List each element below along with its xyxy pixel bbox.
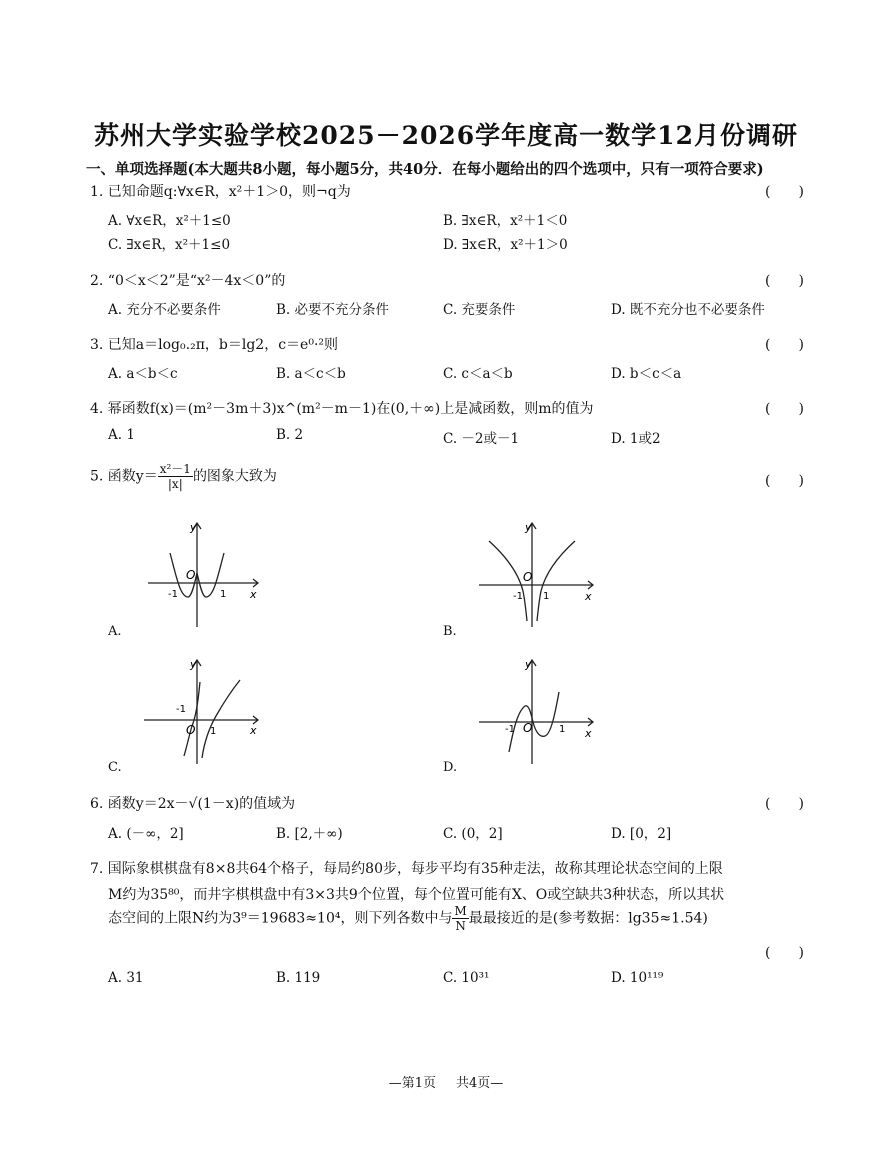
graph-c-x-label: x — [250, 724, 257, 737]
question-7-option-d: D. 10¹¹⁹ — [611, 970, 664, 986]
question-2-option-b: B. 必要不充分条件 — [276, 302, 390, 318]
graph-c-y-label: y — [190, 658, 197, 671]
question-7-option-b: B. 119 — [276, 970, 321, 986]
question-2-option-a: A. 充分不必要条件 — [108, 302, 221, 318]
graph-b-pos1: 1 — [543, 591, 550, 602]
question-5-stem-suffix: 的图象大致为 — [192, 468, 277, 485]
graph-b-x-label: x — [585, 590, 592, 603]
graph-c-curve-right — [202, 680, 240, 758]
question-4-stem: 4. 幂函数f(x)＝(m²－3m＋3)x^(m²－m－1)在(0,＋∞)上是减函数，则m的值为 — [90, 401, 594, 417]
graph-a-x-label: x — [250, 588, 257, 601]
footer-page-number: —第1页 — [388, 1076, 436, 1091]
section-heading: 一、单项选择题(本大题共8小题，每小题5分，共40分．在每小题给出的四个选项中，只有一项符合要求) — [86, 161, 764, 178]
question-5-option-a: A. — [108, 624, 122, 639]
graph-c-pos1: 1 — [210, 726, 217, 737]
question-6-stem: 6. 函数y＝2x－√(1－x)的值域为 — [90, 796, 296, 812]
question-7-answer-blank: ( ) — [765, 945, 804, 961]
graph-c-neg1: -1 — [176, 704, 186, 715]
page-title: 苏州大学实验学校2025－2026学年度高一数学12月份调研 — [94, 121, 798, 150]
question-5-answer-blank: ( ) — [765, 473, 804, 489]
question-5-fraction — [158, 462, 193, 491]
graph-c — [140, 652, 270, 772]
question-2-option-c: C. 充要条件 — [443, 302, 516, 318]
question-4-option-a: A. 1 — [108, 427, 135, 443]
question-1-answer-blank: ( ) — [765, 184, 804, 200]
question-5-option-d: D. — [443, 760, 458, 775]
graph-a-neg1: -1 — [168, 589, 178, 600]
question-5-option-c: C. — [108, 760, 122, 775]
question-5-option-b: B. — [443, 624, 457, 639]
graph-b-neg1: -1 — [513, 591, 523, 602]
graph-b — [475, 515, 605, 635]
graph-d-neg1: -1 — [505, 724, 515, 735]
graph-a-origin: O — [186, 568, 196, 582]
question-7-option-c: C. 10³¹ — [443, 970, 490, 986]
question-3-option-b: B. a＜c＜b — [276, 366, 346, 382]
question-4-option-c: C. －2或－1 — [443, 431, 520, 447]
question-7-fraction — [452, 904, 468, 933]
question-1-option-d: D. ∃x∈R，x²＋1＞0 — [443, 237, 568, 253]
page-footer — [0, 1072, 892, 1091]
graph-d-y-label: y — [525, 658, 532, 671]
question-1-stem: 1. 已知命题q:∀x∈R，x²＋1＞0，则¬q为 — [90, 184, 351, 200]
question-2-answer-blank: ( ) — [765, 273, 804, 289]
question-7-stem-line-1: 7. 国际象棋棋盘有8×8共64个格子，每局约80步，每步平均有35种走法，故称其理论状态空间的上限 — [90, 861, 723, 877]
question-3-option-c: C. c＜a＜b — [443, 366, 513, 382]
question-2-stem: 2. “0＜x＜2”是“x²－4x＜0”的 — [90, 273, 286, 289]
question-4-option-d: D. 1或2 — [611, 431, 661, 447]
graph-d-origin: O — [523, 721, 533, 735]
graph-a-pos1: 1 — [220, 589, 227, 600]
question-5-stem — [90, 462, 277, 491]
question-6-option-c: C. (0，2] — [443, 826, 503, 842]
graph-a-y-label: y — [190, 521, 197, 534]
question-1-option-b: B. ∃x∈R，x²＋1＜0 — [443, 213, 568, 229]
footer-total-pages: 共4页— — [456, 1076, 504, 1091]
graph-b-y-label: y — [525, 521, 532, 534]
question-1-option-c: C. ∃x∈R，x²＋1≤0 — [108, 237, 231, 253]
graph-b-curve-right — [537, 541, 575, 621]
graph-b-curve-left — [489, 541, 527, 621]
question-3-stem: 3. 已知a＝log₀.₂π，b＝lg2，c＝e⁰·²则 — [90, 337, 339, 353]
question-7-stem-line-2: M约为35⁸⁰，而井字棋棋盘中有3×3共9个位置，每个位置可能有X、O或空缺共3种状态，所以其状 — [108, 887, 725, 903]
graph-b-origin: O — [523, 570, 533, 584]
question-7-option-a: A. 31 — [108, 970, 144, 986]
question-6-option-a: A. (－∞，2] — [108, 826, 184, 842]
graph-c-origin: O — [186, 723, 196, 737]
graph-a — [140, 515, 270, 635]
question-7-stem-line-3-prefix: 态空间的上限N约为3⁹＝19683≈10⁴，则下列各数中与 — [108, 910, 453, 927]
question-1-option-a: A. ∀x∈R，x²＋1≤0 — [108, 213, 231, 229]
graph-d-pos1: 1 — [559, 724, 566, 735]
question-6-option-d: D. [0，2] — [611, 826, 672, 842]
question-2-option-d: D. 既不充分也不必要条件 — [611, 302, 765, 318]
question-4-option-b: B. 2 — [276, 427, 304, 443]
graph-d-x-label: x — [585, 727, 592, 740]
graph-d — [475, 652, 605, 772]
question-7-stem-line-3-suffix: 最最接近的是(参考数据：lg35≈1.54) — [468, 910, 708, 927]
question-7-stem-line-3 — [108, 904, 708, 933]
question-3-answer-blank: ( ) — [765, 337, 804, 353]
question-5-fraction-denominator: |x| — [167, 477, 183, 491]
question-7-fraction-denominator: N — [455, 919, 466, 933]
question-3-option-d: D. b＜c＜a — [611, 366, 682, 382]
question-3-option-a: A. a＜b＜c — [108, 366, 178, 382]
question-6-answer-blank: ( ) — [765, 796, 804, 812]
question-5-fraction-numerator: x²－1 — [159, 462, 191, 476]
question-5-stem-prefix: 5. 函数y＝ — [90, 468, 158, 485]
question-6-option-b: B. [2,＋∞) — [276, 826, 343, 842]
question-7-fraction-numerator: M — [454, 904, 467, 918]
question-4-answer-blank: ( ) — [765, 401, 804, 417]
